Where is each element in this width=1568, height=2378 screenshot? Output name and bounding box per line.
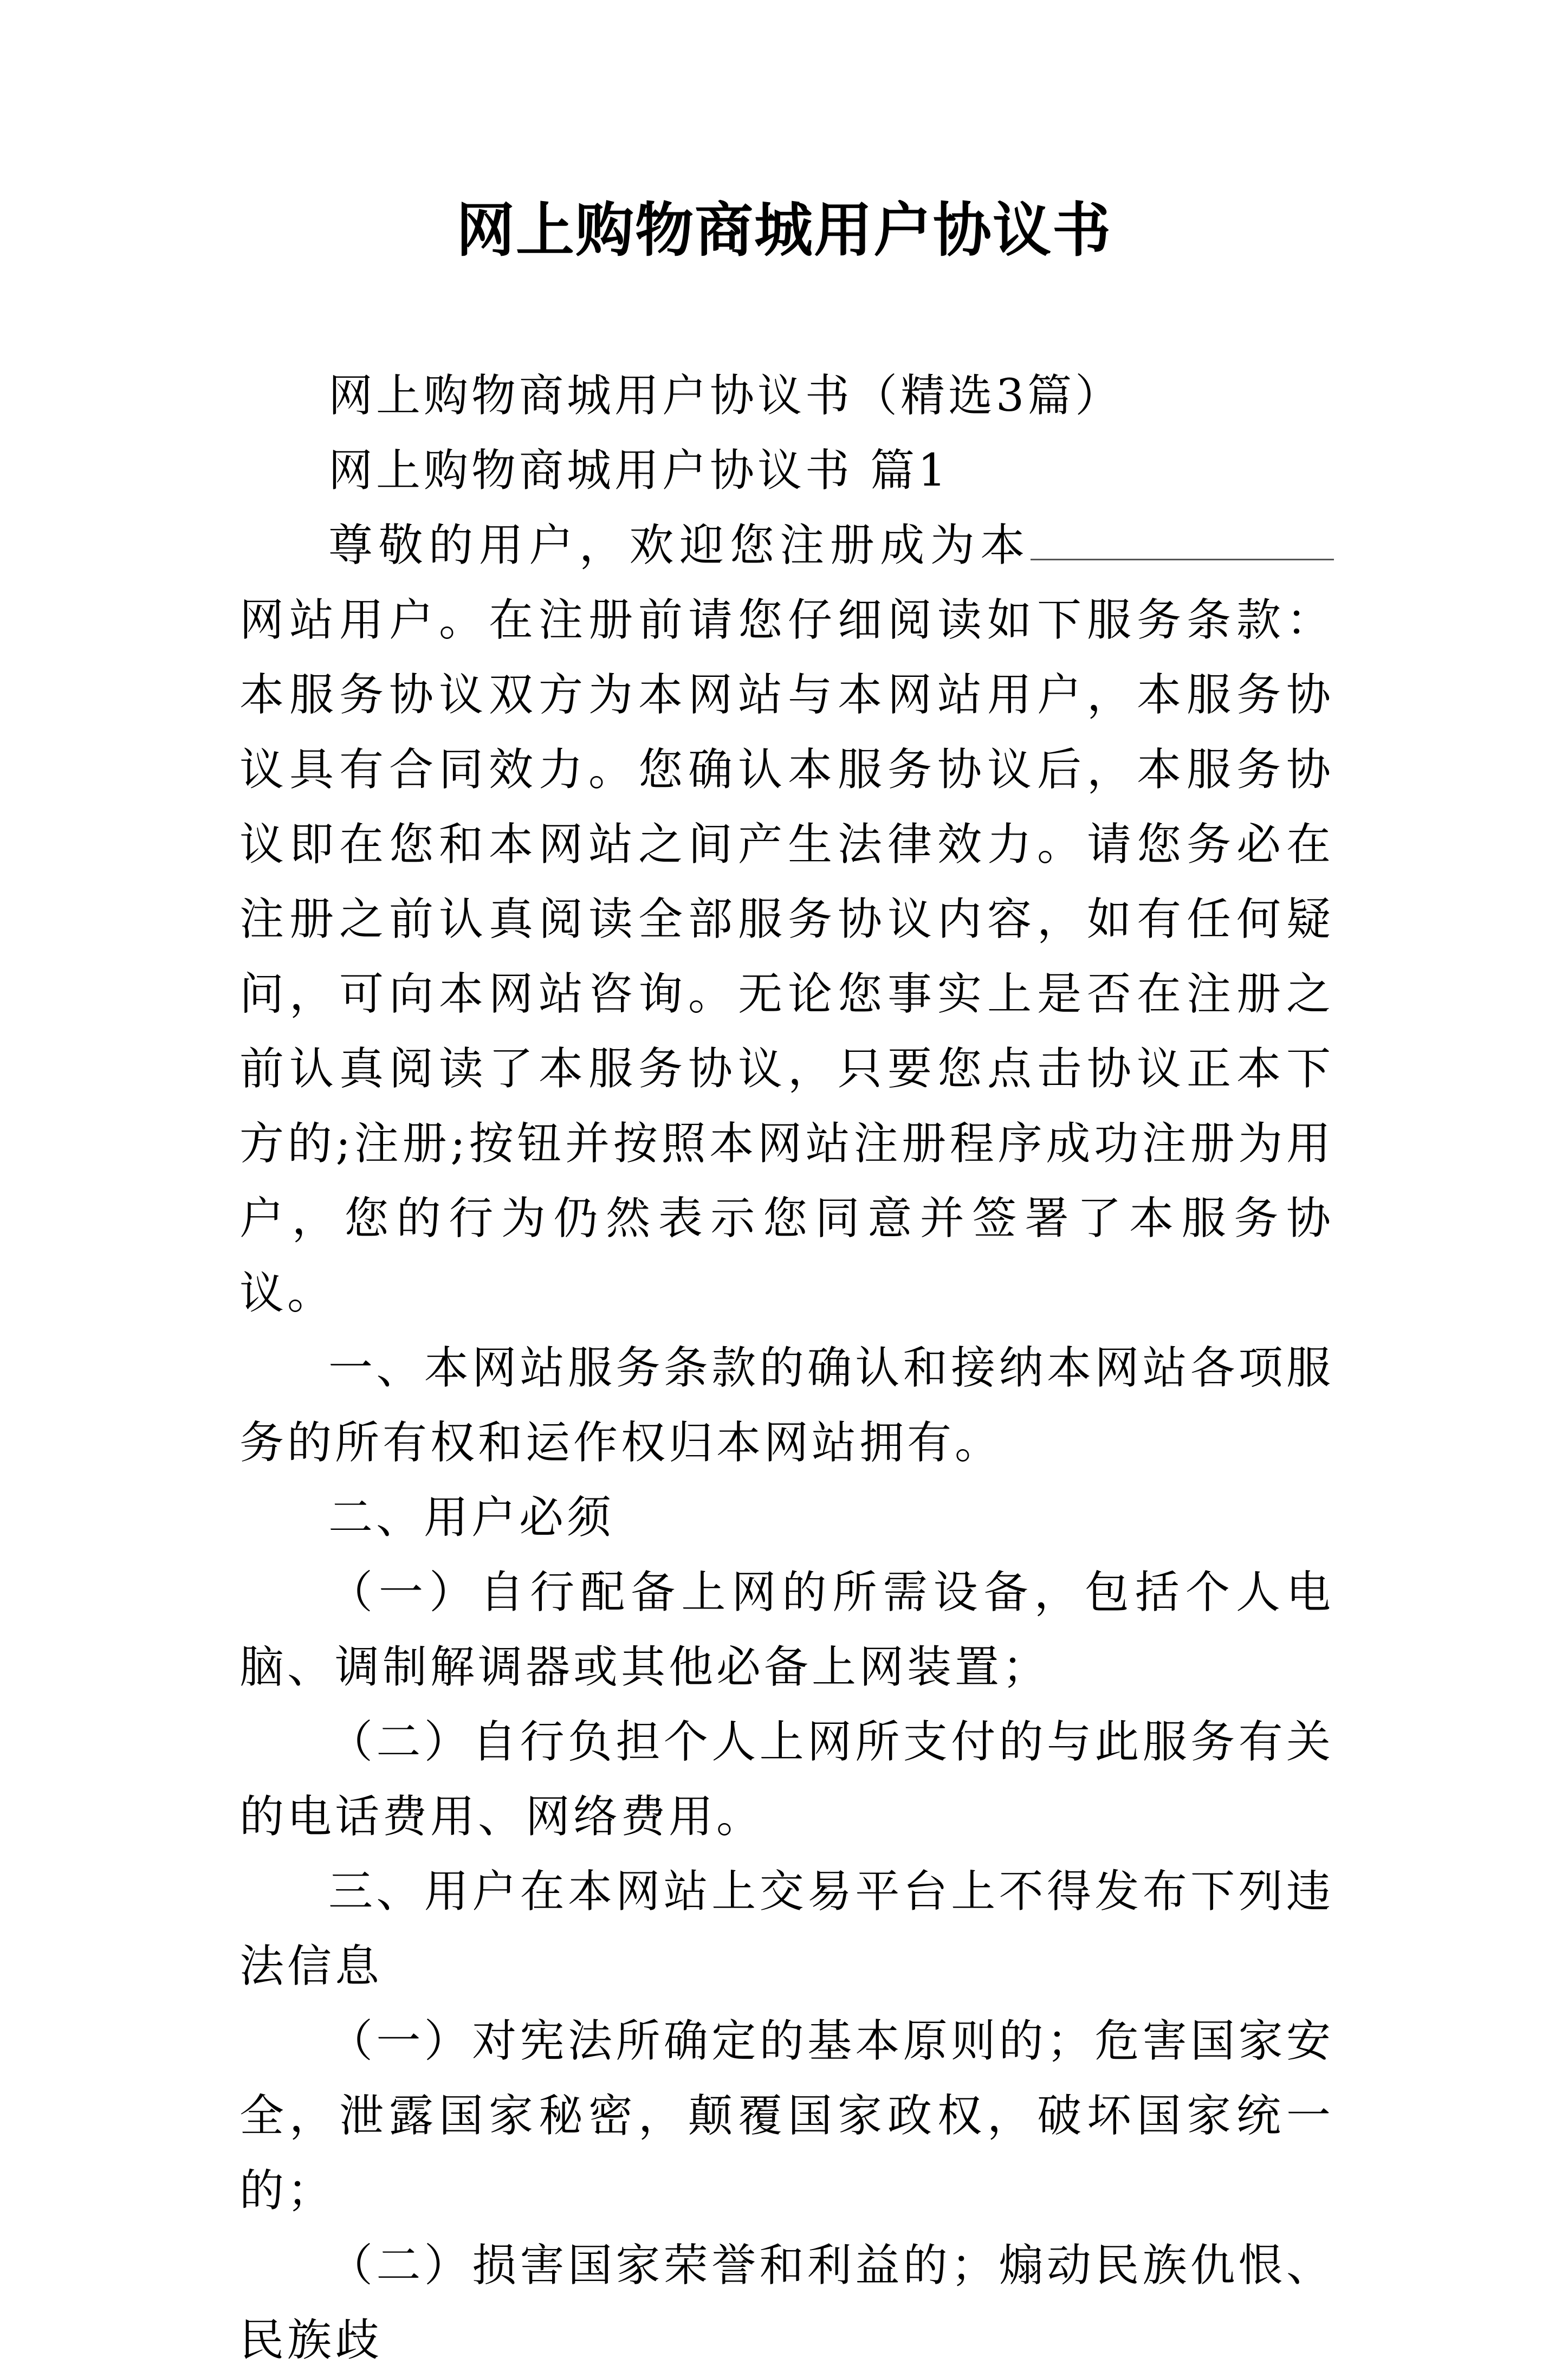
section-heading: 网上购物商城用户协议书 篇1 xyxy=(328,445,950,496)
document-body xyxy=(239,359,1334,2378)
intro-text-after-blank: 网站用户。在注册前请您仔细阅读如下服务条款：本服务协议双方为本网站与本网站用户，本服务协议具有合同效力。您确认本服务协议后，本服务协议即在您和本网站之间产生法律效力。请您务必在注册之前认真阅读全部服务协议内容，如有任何疑问，可向本网站咨询。无论您事实上是否在注册之前认真阅读了本服务协议，只要您点击协议正本下方的;注册;按钮并按照本网站注册程序成功注册为用户，您的行为仍然表示您同意并签署了本服务协议。 xyxy=(239,594,1334,1319)
clause-3-heading: 三、用户在本网站上交易平台上不得发布下列违法信息 xyxy=(239,1866,1334,1992)
intro-text-before-blank: 尊敬的用户，欢迎您注册成为本 xyxy=(328,520,1031,571)
intro-paragraph xyxy=(239,508,1334,1331)
clause-1: 一、本网站服务条款的确认和接纳本网站各项服务的所有权和运作权归本网站拥有。 xyxy=(239,1342,1334,1469)
subtitle-paragraph: 网上购物商城用户协议书（精选3篇） xyxy=(328,370,1123,422)
clause-2-item-1: （一）自行配备上网的所需设备，包括个人电脑、调制解调器或其他必备上网装置； xyxy=(239,1567,1334,1693)
document-title: 网上购物商城用户协议书 xyxy=(456,196,1112,264)
clause-2-heading: 二、用户必须 xyxy=(328,1492,615,1543)
clause-3-item-1: （一）对宪法所确定的基本原则的；危害国家安全，泄露国家秘密，颠覆国家政权，破坏国家统一的； xyxy=(239,2015,1334,2217)
website-name-blank xyxy=(1031,518,1334,560)
clause-2-item-2: （二）自行负担个人上网所支付的与此服务有关的电话费用、网络费用。 xyxy=(239,1716,1334,1843)
clause-3-item-2: （二）损害国家荣誉和利益的；煽动民族仇恨、民族歧 xyxy=(239,2240,1334,2366)
